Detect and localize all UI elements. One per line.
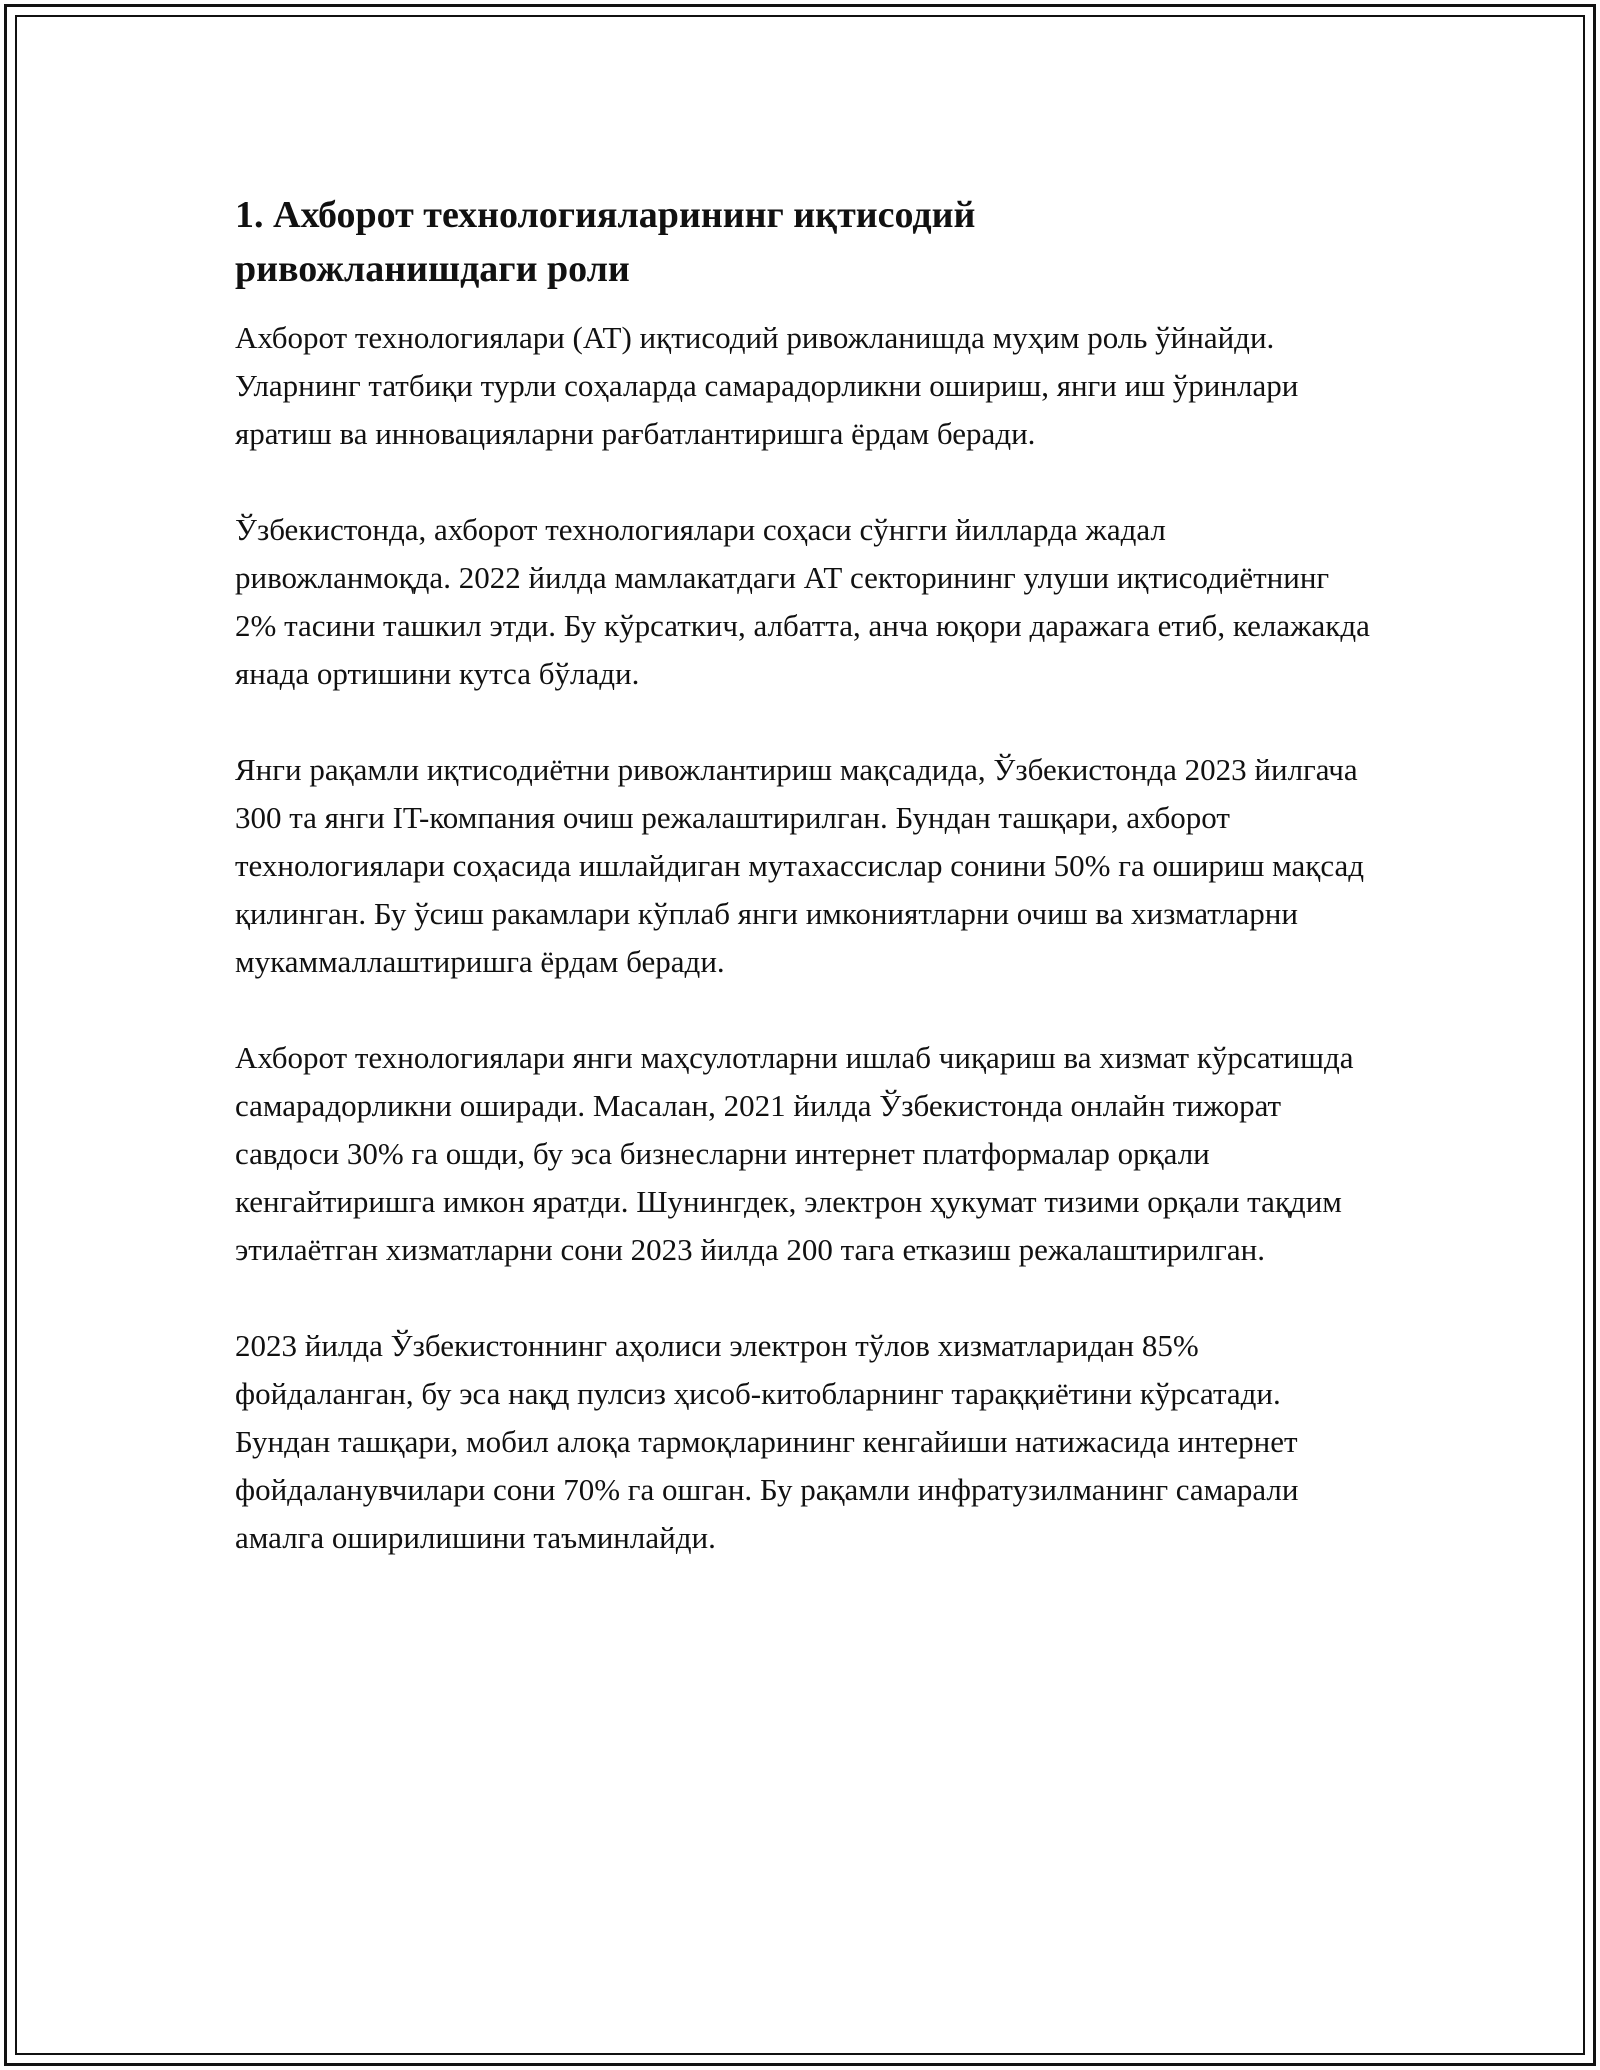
paragraph-5: 2023 йилда Ўзбекистоннинг аҳолиси электрон тўлов хизматларидан 85% фойдаланган, бу эса нақд пулсиз ҳисоб-китобларнинг тараққиётини кўрсатади. Бундан ташқари, мобил алоқа тармоқларининг кенгайиши натижасида интернет фойдаланувчилари сони 70% га ошган. Бу рақамли инфратузилманинг самарали амалга оширилишини таъминлайди. bbox=[235, 1328, 1299, 1555]
section-heading: 1. Ахборот технологияларининг иқтисодий ривожланишдаги роли bbox=[235, 194, 976, 290]
paragraph-3: Янги рақамли иқтисодиётни ривожлантириш мақсадида, Ўзбекистонда 2023 йилгача 300 та янги IT-компания очиш режалаштирилган. Бундан ташқари, ахборот технологиялари соҳасида ишлайдиган мутахассислар сонини 50% га ошириш мақсад қилинган. Бу ўсиш ракамлари кўплаб янги имкониятларни очиш ва хизматларни мукаммаллаштиришга ёрдам беради. bbox=[235, 752, 1365, 979]
paragraph-4: Ахборот технологиялари янги маҳсулотларни ишлаб чиқариш ва хизмат кўрсатишда самарадорликни оширади. Масалан, 2021 йилда Ўзбекистонда онлайн тижорат савдоси 30% га ошди, бу эса бизнесларни интернет платформалар орқали кенгайтиришга имкон яратди. Шунингдек, электрон ҳукумат тизими орқали тақдим этилаётган хизматларни сони 2023 йилда 200 тага етказиш режалаштирилган. bbox=[235, 1040, 1354, 1267]
paragraph-1: Ахборот технологиялари (АТ) иқтисодий ривожланишда муҳим роль ўйнайди. Уларнинг татбиқи турли соҳаларда самарадорликни ошириш, янги иш ўринлари яратиш ва инновацияларни рағбатлантиришга ёрдам беради. bbox=[235, 320, 1299, 451]
document-body bbox=[235, 188, 1375, 1610]
paragraph-2: Ўзбекистонда, ахборот технологиялари соҳаси сўнгги йилларда жадал ривожланмоқда. 2022 йилда мамлакатдаги АТ секторининг улуши иқтисодиётнинг 2% тасини ташкил этди. Бу кўрсаткич, албатта, анча юқори даражага етиб, келажакда янада ортишини кутса бўлади. bbox=[235, 512, 1370, 691]
